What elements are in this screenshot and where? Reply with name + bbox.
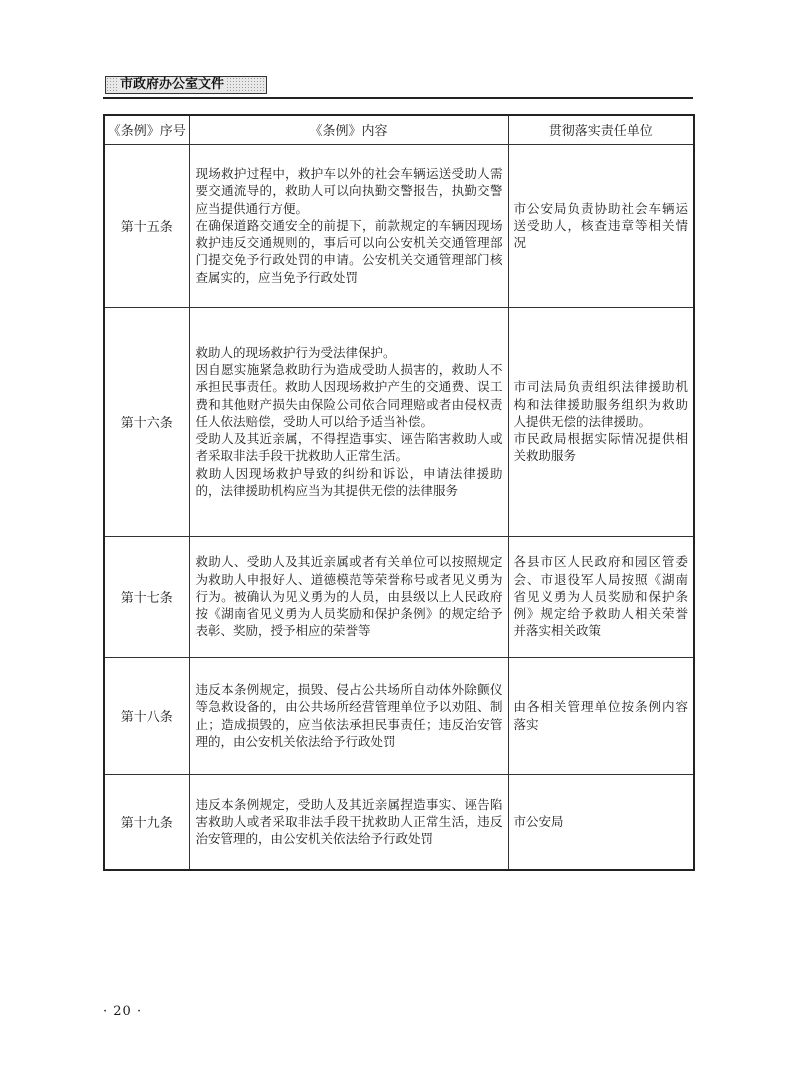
content-paragraph: 违反本条例规定，受助人及其近亲属捏造事实、诬告陷害救助人或者采取非法手段干扰救助人正常生活，违反治安管理的，由公安机关依法给予行政处罚 [195,796,503,847]
unit-paragraph: 由各相关管理单位按条例内容落实 [513,699,688,732]
content-paragraph: 救助人因现场救护导致的纠纷和诉讼，申请法律援助的，法律援助机构应当为其提供无偿的法律服务 [195,465,503,498]
article-number: 第十八条 [104,657,189,774]
responsible-unit [508,307,694,536]
article-number: 第十七条 [104,536,189,657]
article-content [189,536,508,657]
regulation-table [103,114,695,871]
article-content [189,774,508,870]
content-paragraph: 违反本条例规定，损毁、侵占公共场所自动体外除颤仪等急救设备的，由公共场所经营管理单位予以劝阻、制止；造成损毁的，应当依法承担民事责任；违反治安管理的，由公安机关依法给予行政处罚 [195,682,503,749]
table-header-row [104,115,694,144]
article-number: 第十九条 [104,774,189,870]
content-paragraph: 现场救护过程中，救护车以外的社会车辆运送受助人需要交通流导的，救助人可以向执勤交警报告，执勤交警应当提供通行方便。 [195,166,503,216]
page-number: · 20 · [103,1004,143,1019]
responsible-unit [508,774,694,870]
table-row [104,657,694,774]
article-number: 第十五条 [104,144,189,307]
header-divider [103,97,693,99]
content-paragraph: 因自愿实施紧急救助行为造成受助人损害的，救助人不承担民事责任。救助人因现场救护产生的交通费、误工费和其他财产损失由保险公司依合同理赔或者由侵权责任人依法赔偿，受助人可以给予适当补偿。 [195,362,503,429]
responsible-unit [508,536,694,657]
content-paragraph: 救助人、受助人及其近亲属或者有关单位可以按照规定为救助人申报好人、道德模范等荣誉称号或者见义勇为行为。被确认为见义勇为的人员，由县级以上人民政府按《湖南省见义勇为人员奖励和保护条例》的规定给予表彰、奖励，授予相应的荣誉等 [195,554,503,639]
document-header-tag [105,76,267,94]
unit-paragraph: 市司法局负责组织法律援助机构和法律援助服务组织为救助人提供无偿的法律援助。 [513,379,688,429]
article-content [189,307,508,536]
unit-paragraph: 各县市区人民政府和园区管委会、市退役军人局按照《湖南省见义勇为人员奖励和保护条例》规定给予救助人相关荣誉并落实相关政策 [513,554,688,639]
content-paragraph: 救助人的现场救护行为受法律保护。 [195,345,396,361]
article-number: 第十六条 [104,307,189,536]
table-row [104,144,694,307]
column-header-responsible-unit: 贯彻落实责任单位 [508,115,694,144]
content-paragraph: 受助人及其近亲属，不得捏造事实、诬告陷害救助人或者采取非法手段干扰救助人正常生活。 [195,431,503,464]
unit-paragraph: 市公安局 [513,814,564,830]
unit-paragraph: 市民政局根据实际情况提供相关救助服务 [513,431,688,464]
unit-paragraph: 市公安局负责协助社会车辆运送受助人，核查违章等相关情况 [513,200,688,251]
table-row [104,307,694,536]
content-paragraph: 在确保道路交通安全的前提下，前款规定的车辆因现场救护违反交通规则的，事后可以向公安机关交通管理部门提交免予行政处罚的申请。公安机关交通管理部门核查属实的，应当免予行政处罚 [195,217,503,285]
column-header-article-no: 《条例》序号 [104,115,189,144]
table-row [104,536,694,657]
table-row [104,774,694,870]
document-header-title: 市政府办公室文件 [120,77,225,92]
column-header-content: 《条例》内容 [189,115,508,144]
article-content [189,657,508,774]
article-content [189,144,508,307]
responsible-unit [508,144,694,307]
responsible-unit [508,657,694,774]
